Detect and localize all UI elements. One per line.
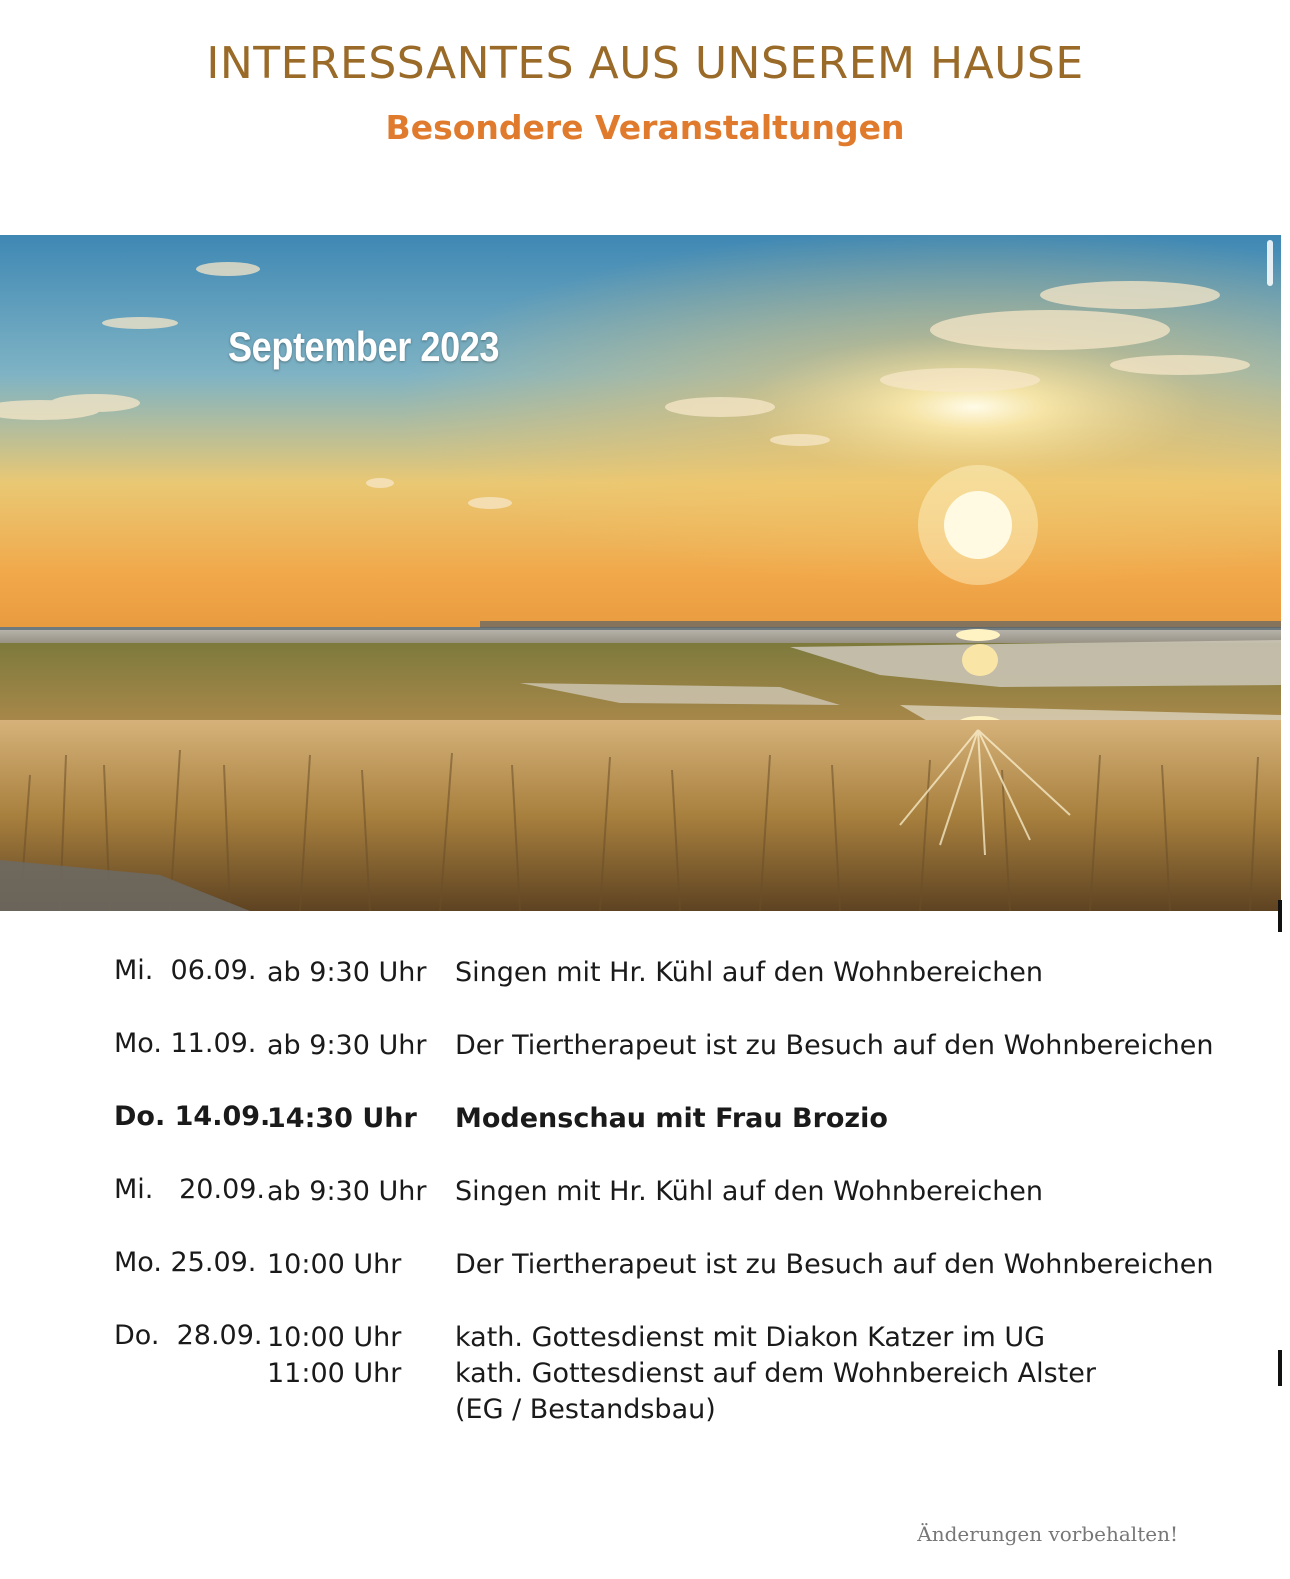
event-date: Mo. 11.09. [114,1028,257,1059]
event-time: ab 9:30 Uhr [267,957,427,988]
event-row-highlighted [114,1101,1214,1174]
event-list [114,955,1214,1440]
hero-image [0,235,1281,911]
event-description: Der Tiertherapeut ist zu Besuch auf den Wohnbereichen [455,1030,1214,1061]
footer-note: Änderungen vorbehalten! [917,1522,1178,1546]
page-subtitle: Besondere Veranstaltungen [385,108,905,147]
event-row [114,1320,1214,1440]
event-description: Singen mit Hr. Kühl auf den Wohnbereichen [455,957,1044,988]
sunset-marsh-landscape-icon [0,235,1281,911]
event-time: 10:00 Uhr [267,1249,402,1280]
event-date: Do. 28.09. [114,1320,263,1351]
page-title: INTERESSANTES AUS UNSEREM HAUSE [206,38,1084,89]
event-row [114,1247,1214,1320]
event-time: ab 9:30 Uhr [267,1030,427,1061]
event-time: ab 9:30 Uhr [267,1176,427,1207]
page-edge-marker [1278,1350,1282,1386]
page-edge-marker [1278,900,1282,932]
month-label: September 2023 [228,323,500,370]
event-date: Mi. 06.09. [114,955,257,986]
event-description: Singen mit Hr. Kühl auf den Wohnbereichen [455,1176,1044,1207]
event-row [114,1028,1214,1101]
event-date: Mi. 20.09. [114,1174,266,1205]
event-date: Mo. 25.09. [114,1247,257,1278]
event-date: Do. 14.09. [114,1101,271,1132]
event-description: Modenschau mit Frau Brozio [455,1103,888,1134]
event-row [114,1174,1214,1247]
scrollbar-thumb[interactable] [1267,240,1273,286]
event-time: 14:30 Uhr [267,1103,417,1134]
event-description: Der Tiertherapeut ist zu Besuch auf den Wohnbereichen [455,1249,1214,1280]
event-time: 10:00 Uhr 11:00 Uhr [267,1322,402,1389]
event-row [114,955,1214,1028]
event-description: kath. Gottesdienst mit Diakon Katzer im UG kath. Gottesdienst auf dem Wohnbereich Alster (EG / Bestandsbau) [455,1322,1096,1425]
